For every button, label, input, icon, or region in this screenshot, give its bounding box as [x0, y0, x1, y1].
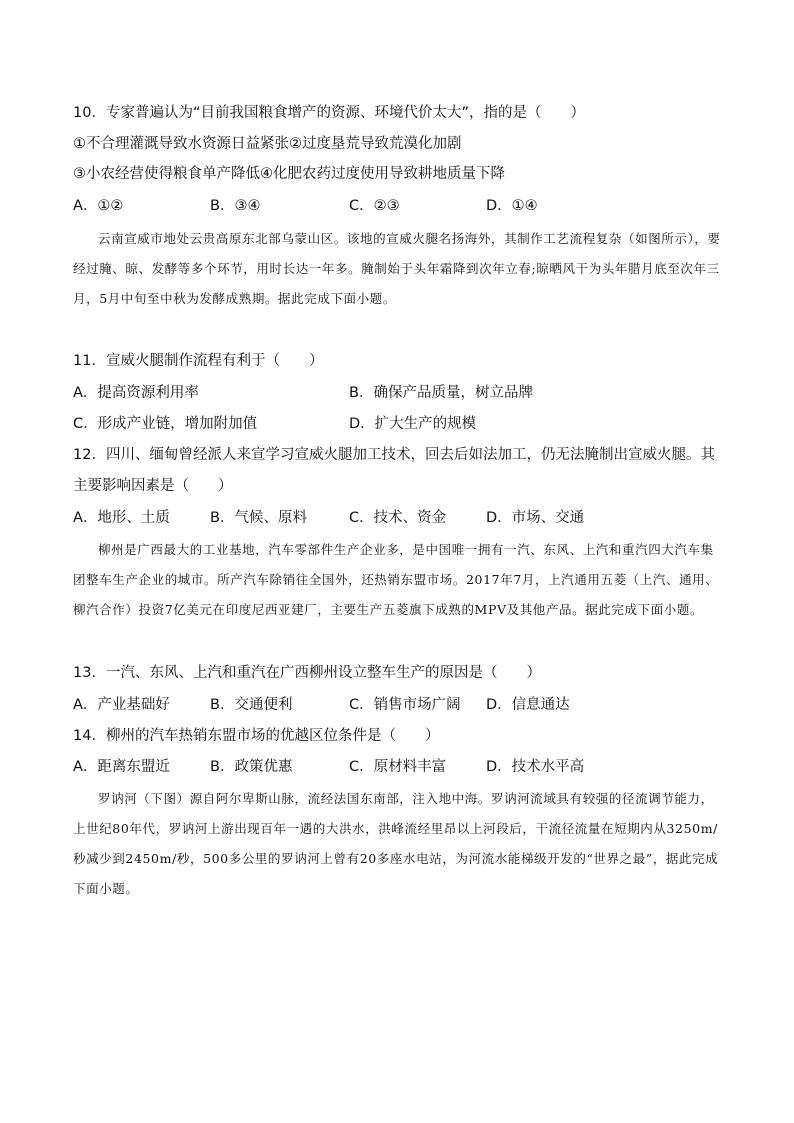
- q10-option-d: D．①④: [486, 198, 538, 214]
- q10-statement-line-1: ①不合理灌溉导致水资源日益紧张②过度垦荒导致荒漠化加剧: [73, 136, 462, 152]
- q10-option-a: A．①②: [73, 198, 124, 214]
- q11-option-d: D．扩大生产的规模: [349, 416, 477, 432]
- q11-option-c: C．形成产业链，增加附加值: [73, 416, 258, 432]
- passage-xuanwei-ham-text: 云南宣威市地处云贵高原东北部乌蒙山区。该地的宣威火腿名扬海外，其制作工艺流程复杂（如图所示），要经过腌、晾、发酵等多个环节，用时长达一年多。腌制始于头年霜降到次年立春;晾晒风干为头年腊月底至次年三月，5月中旬至中秋为发酵成熟期。据此完成下面小题。: [73, 231, 721, 306]
- q12-option-d: D．市场、交通: [486, 510, 585, 526]
- q11-stem: 11．宣威火腿制作流程有利于（ ）: [73, 353, 324, 369]
- q14-option-c: C．原材料丰富: [349, 759, 447, 775]
- q13-option-a: A．产业基础好: [73, 697, 170, 713]
- q13-option-b: B．交通便利: [210, 697, 293, 713]
- q14-option-a: A．距离东盟近: [73, 759, 170, 775]
- q10-statement-line-2: ③小农经营使得粮食单产降低④化肥农药过度使用导致耕地质量下降: [73, 166, 505, 182]
- q11-option-b: B．确保产品质量，树立品牌: [349, 385, 533, 401]
- passage-xuanwei-ham: [73, 224, 723, 314]
- passage-liuzhou-auto: [73, 535, 723, 625]
- q10-option-c: C．②③: [349, 198, 400, 214]
- q11-option-a: A．提高资源利用率: [73, 385, 199, 401]
- q14-option-d: D．技术水平高: [486, 759, 585, 775]
- q10-stem: 10．专家普遍认为“目前我国粮食增产的资源、环境代价太大”，指的是（ ）: [73, 105, 585, 121]
- q14-stem: 14．柳州的汽车热销东盟市场的优越区位条件是（ ）: [73, 728, 440, 744]
- q12-stem: 12．四川、缅甸曾经派人来宣学习宣威火腿加工技术，回去后如法加工，仍无法腌制出宣威火腿。其主要影响因素是（ ）: [73, 447, 715, 494]
- q10-option-b: B．③④: [210, 198, 261, 214]
- q14-option-b: B．政策优惠: [210, 759, 293, 775]
- q13-stem: 13．一汽、东风、上汽和重汽在广西柳州设立整车生产的原因是（ ）: [73, 665, 541, 681]
- passage-rhone-river-text: 罗讷河（下图）源自阿尔卑斯山脉，流经法国东南部，注入地中海。罗讷河流域具有较强的径流调节能力，上世纪80年代，罗讷河上游出现百年一遇的大洪水，洪峰流经里昂以上河段后，干流径流量在短期内从3250m/秒减少到2450m/秒，500多公里的罗讷河上曾有20多座水电站，为河流水能梯级开发的“世界之最”，据此完成下面小题。: [73, 791, 719, 896]
- q13-option-d: D．信息通达: [486, 697, 570, 713]
- passage-rhone-river: [73, 784, 723, 904]
- q13-option-c: C．销售市场广阔: [349, 697, 461, 713]
- q12-option-c: C．技术、资金: [349, 510, 447, 526]
- passage-liuzhou-auto-text: 柳州是广西最大的工业基地，汽车零部件生产企业多，是中国唯一拥有一汽、东风、上汽和重汽四大汽车集团整车生产企业的城市。所产汽车除销往全国外，还热销东盟市场。2017年7月，上汽通用五菱（上汽、通用、柳汽合作）投资7亿美元在印度尼西亚建厂，主要生产五菱旗下成熟的MPV及其他产品。据此完成下面小题。: [73, 542, 719, 617]
- q12-option-a: A．地形、土质: [73, 510, 170, 526]
- q12-option-b: B．气候、原料: [210, 510, 307, 526]
